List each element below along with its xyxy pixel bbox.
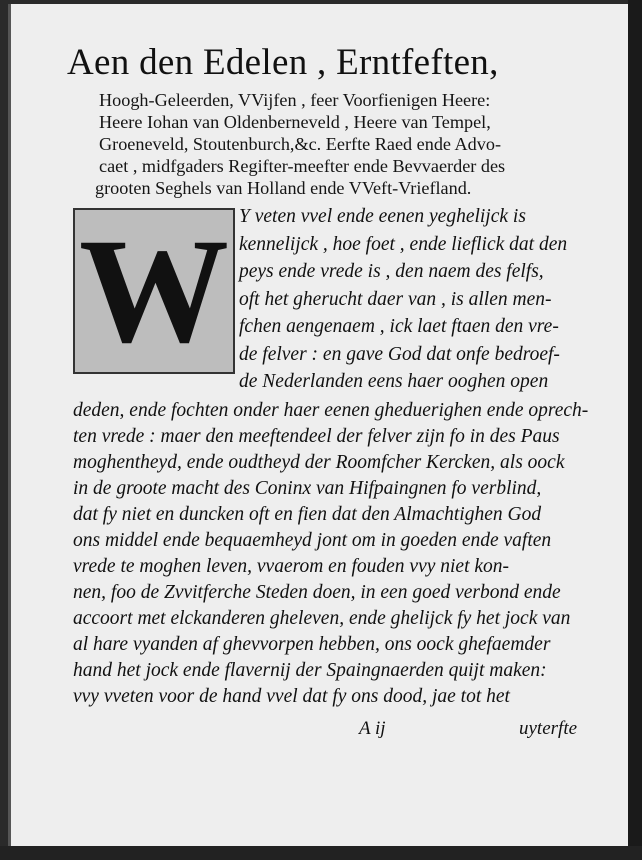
decorated-initial xyxy=(73,208,235,374)
text-line: al hare vyanden af ghevvorpen hebben, ons oock ghefaemder xyxy=(73,634,551,655)
text-line: de felver : en gave God dat onfe bedroef- xyxy=(239,343,560,365)
page-title: Aen den Edelen , Erntfeften, xyxy=(67,42,499,83)
text-line: moghentheyd, ende oudtheyd der Roomfcher Kercken, als oock xyxy=(73,452,565,473)
initial-letter: W xyxy=(79,208,229,374)
address-line: Heere Iohan van Oldenberneveld , Heere van Tempel, xyxy=(99,112,491,132)
catchword: uyterfte xyxy=(519,718,578,739)
address-line: Groeneveld, Stoutenburch,&c. Eerfte Raed ende Advo- xyxy=(99,134,502,154)
text-line: nen, foo de Zvvitferche Steden doen, in een goed verbond ende xyxy=(73,582,561,603)
text-line: accoort met elckanderen gheleven, ende ghelijck fy het jock van xyxy=(73,608,571,629)
text-line: vrede te moghen leven, vvaerom en fouden vvy niet kon- xyxy=(73,556,510,577)
signature-mark: A ij xyxy=(359,718,386,739)
text-line: de Nederlanden eens haer ooghen open xyxy=(239,371,549,392)
text-line: deden, ende fochten onder haer eenen gheduerighen ende oprech- xyxy=(73,400,589,421)
body-full xyxy=(73,398,588,710)
text-line: kennelijck , hoe foet , ende lieflick dat den xyxy=(239,233,568,255)
text-line: oft het gherucht daer van , is allen men- xyxy=(239,288,552,310)
text-line: fchen aengenaem , ick laet ftaen den vre- xyxy=(239,316,559,337)
text-line: hand het jock ende flavernij der Spaingnaerden quijt maken: xyxy=(73,660,547,681)
text-line: Y veten vvel ende eenen yeghelijck is xyxy=(239,206,526,227)
address-line: grooten Seghels van Holland ende VVeft-Vriefland. xyxy=(95,178,472,198)
text-line: peys ende vrede is , den naem des felfs, xyxy=(239,261,544,282)
text-line: ten vrede : maer den meeftendeel der felver zijn fo in des Paus xyxy=(73,426,560,447)
body-wrapped xyxy=(239,203,567,396)
address-line: Hoogh-Geleerden, VVijfen , feer Voorfienigen Heere: xyxy=(99,90,491,110)
text-line: ons middel ende bequaemheyd jont om in goeden ende vaften xyxy=(73,530,552,551)
page-edge xyxy=(628,0,642,860)
page-bottom-edge xyxy=(0,846,642,860)
text-line: in de groote macht des Coninx van Hifpaingnen fo verblind, xyxy=(73,478,542,499)
address-line: caet , midfgaders Regifter-meefter ende Bevvaerder des xyxy=(99,156,506,176)
text-line: dat fy niet en duncken oft en fien dat den Almachtighen God xyxy=(73,504,542,525)
book-page xyxy=(8,4,631,846)
text-line: vvy vveten voor de hand vvel dat fy ons dood, jae tot het xyxy=(73,686,510,707)
